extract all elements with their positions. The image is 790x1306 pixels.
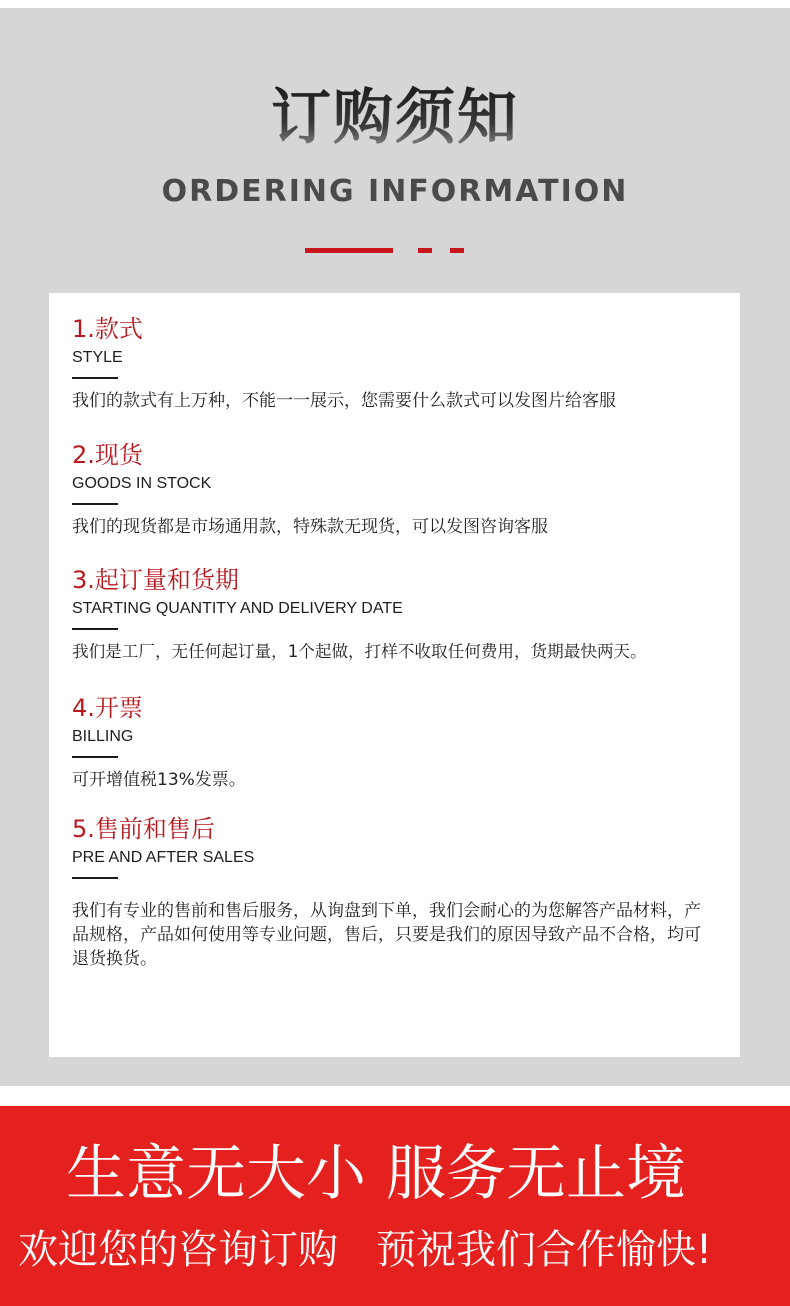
decor-line-long xyxy=(305,248,393,253)
section-subtitle: BILLING xyxy=(72,728,134,745)
decor-dash-2 xyxy=(450,248,464,253)
section-underline xyxy=(72,628,118,630)
section-style xyxy=(72,315,732,413)
decor-dash-1 xyxy=(418,248,432,253)
section-subtitle: STARTING QUANTITY AND DELIVERY DATE xyxy=(72,600,403,617)
section-title: 1.款式 xyxy=(72,315,143,343)
section-billing xyxy=(72,694,732,792)
info-card xyxy=(49,293,740,1057)
section-title: 2.现货 xyxy=(72,441,143,469)
section-underline xyxy=(72,503,118,505)
section-underline xyxy=(72,377,118,379)
section-subtitle: STYLE xyxy=(72,349,123,366)
banner-welcome-part-1: 欢迎您的咨询订购 xyxy=(18,1227,338,1273)
section-title: 3.起订量和货期 xyxy=(72,566,239,594)
section-pre-after-sales xyxy=(72,815,732,971)
section-body: 我们有专业的售前和售后服务，从询盘到下单，我们会耐心的为您解答产品材料，产品规格，产品如何使用等专业问题，售后，只要是我们的原因导致产品不合格，均可退货换货。 xyxy=(72,901,701,969)
section-title: 5.售前和售后 xyxy=(72,815,215,843)
section-underline xyxy=(72,756,118,758)
section-underline xyxy=(72,877,118,879)
section-subtitle: PRE AND AFTER SALES xyxy=(72,849,255,866)
banner-slogan-part-2: 服务无止境 xyxy=(386,1139,686,1209)
section-subtitle: GOODS IN STOCK xyxy=(72,475,212,492)
section-quantity-delivery xyxy=(72,566,732,664)
banner-slogan-part-1: 生意无大小 xyxy=(66,1139,366,1209)
section-body: 可开增值税13%发票。 xyxy=(72,770,246,790)
section-goods-in-stock xyxy=(72,441,732,539)
section-title: 4.开票 xyxy=(72,694,143,722)
section-body: 我们是工厂，无任何起订量，1个起做，打样不收取任何费用，货期最快两天。 xyxy=(72,642,647,661)
banner-welcome-part-2: 预祝我们合作愉快! xyxy=(376,1227,713,1273)
page-subtitle: ORDERING INFORMATION xyxy=(161,174,629,209)
page-title: 订购须知 xyxy=(0,82,790,154)
section-body: 我们的现货都是市场通用款，特殊款无现货，可以发图咨询客服 xyxy=(72,517,548,537)
section-body: 我们的款式有上万种，不能一一展示，您需要什么款式可以发图片给客服 xyxy=(72,391,616,411)
